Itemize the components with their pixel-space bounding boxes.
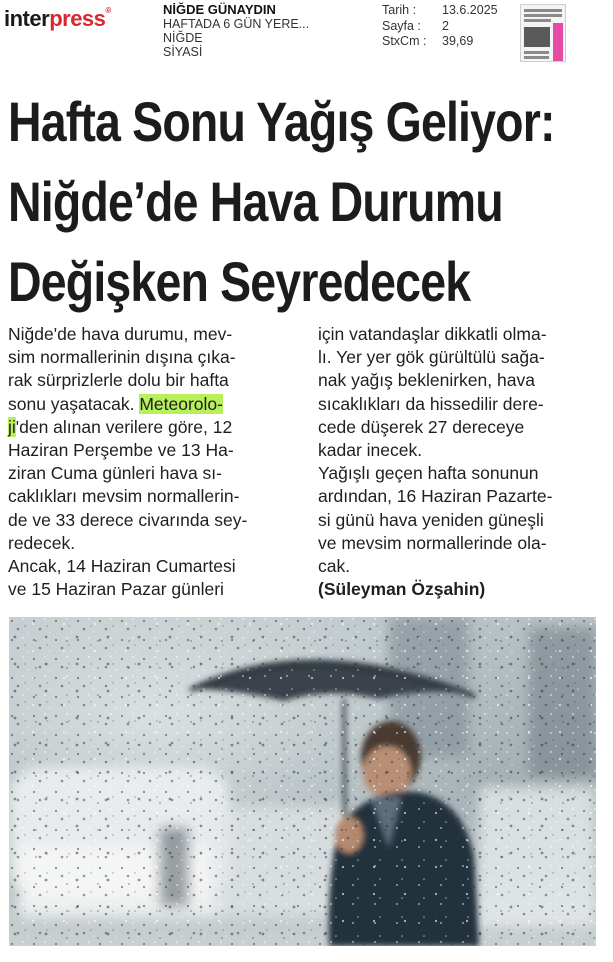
- page-value: 2: [442, 18, 449, 33]
- publication-name: NİĞDE GÜNAYDIN: [163, 2, 276, 17]
- body-line: lı. Yer yer gök gürültülü sağa-: [318, 347, 545, 368]
- body-line: cak.: [318, 556, 351, 577]
- body-line: caklıkları mevsim normallerin-: [8, 486, 240, 507]
- body-line: rak sürprizlerle dolu bir hafta: [8, 370, 229, 391]
- rain-umbrella-photo: [9, 617, 596, 946]
- page-label: Sayfa :: [382, 18, 421, 33]
- body-line: si günü hava yeniden güneşli: [318, 509, 544, 530]
- headline-line: Hafta Sonu Yağış Geliyor:: [8, 90, 555, 153]
- date-value: 13.6.2025: [442, 3, 498, 17]
- body-column-left: [8, 323, 298, 601]
- clipping-meta: [382, 3, 498, 50]
- interpress-logo: interpress®: [4, 6, 111, 31]
- date-label: Tarih :: [382, 3, 417, 17]
- body-line: ji'den alınan verilere göre, 12: [8, 416, 233, 437]
- body-line: cede düşerek 27 dereceye: [318, 416, 525, 437]
- stxcm-label: StxCm :: [382, 34, 427, 48]
- headline-line: Niğde’de Hava Durumu: [8, 170, 503, 233]
- article-headline: [8, 82, 555, 322]
- body-line: de ve 33 derece civarında sey-: [8, 509, 248, 530]
- body-line: Niğde'de hava durumu, mev-: [8, 324, 233, 344]
- body-line: sim normallerinin dışına çıka-: [8, 347, 236, 368]
- body-line: ve mevsim normallerinde ola-: [318, 532, 547, 553]
- clipping-header: [0, 0, 613, 68]
- body-line: ve 15 Haziran Pazar günleri: [8, 579, 224, 600]
- city-label: NİĞDE: [163, 31, 203, 45]
- body-line: sonu yaşatacak. Meteorolo-: [8, 393, 223, 414]
- body-line: için vatandaşlar dikkatli olma-: [318, 324, 547, 344]
- stxcm-value: 39,69: [442, 34, 474, 48]
- keyword-highlight: Meteorolo-: [139, 393, 223, 414]
- body-line: sıcaklıkları da hissedilir dere-: [318, 393, 544, 414]
- body-line: ziran Cuma günleri hava sı-: [8, 463, 222, 484]
- body-line: redecek.: [8, 532, 76, 553]
- keyword-highlight: ji: [8, 416, 16, 437]
- publication-info: [163, 3, 309, 59]
- body-line: Haziran Perşembe ve 13 Ha-: [8, 440, 234, 461]
- body-column-right: [318, 323, 608, 601]
- headline-line: Değişken Seyredecek: [8, 250, 471, 313]
- article-author: (Süleyman Özşahin): [318, 579, 486, 600]
- body-line: kadar inecek.: [318, 440, 423, 461]
- body-line: nak yağış beklenirken, hava: [318, 370, 535, 391]
- article-snippet: HAFTADA 6 GÜN YERE...: [163, 17, 310, 31]
- category-label: SİYASİ: [163, 45, 203, 59]
- page-thumbnail[interactable]: [520, 4, 566, 62]
- body-line: ardından, 16 Haziran Pazarte-: [318, 486, 553, 507]
- body-line: Yağışlı geçen hafta sonunun: [318, 463, 539, 484]
- body-line: Ancak, 14 Haziran Cumartesi: [8, 556, 236, 577]
